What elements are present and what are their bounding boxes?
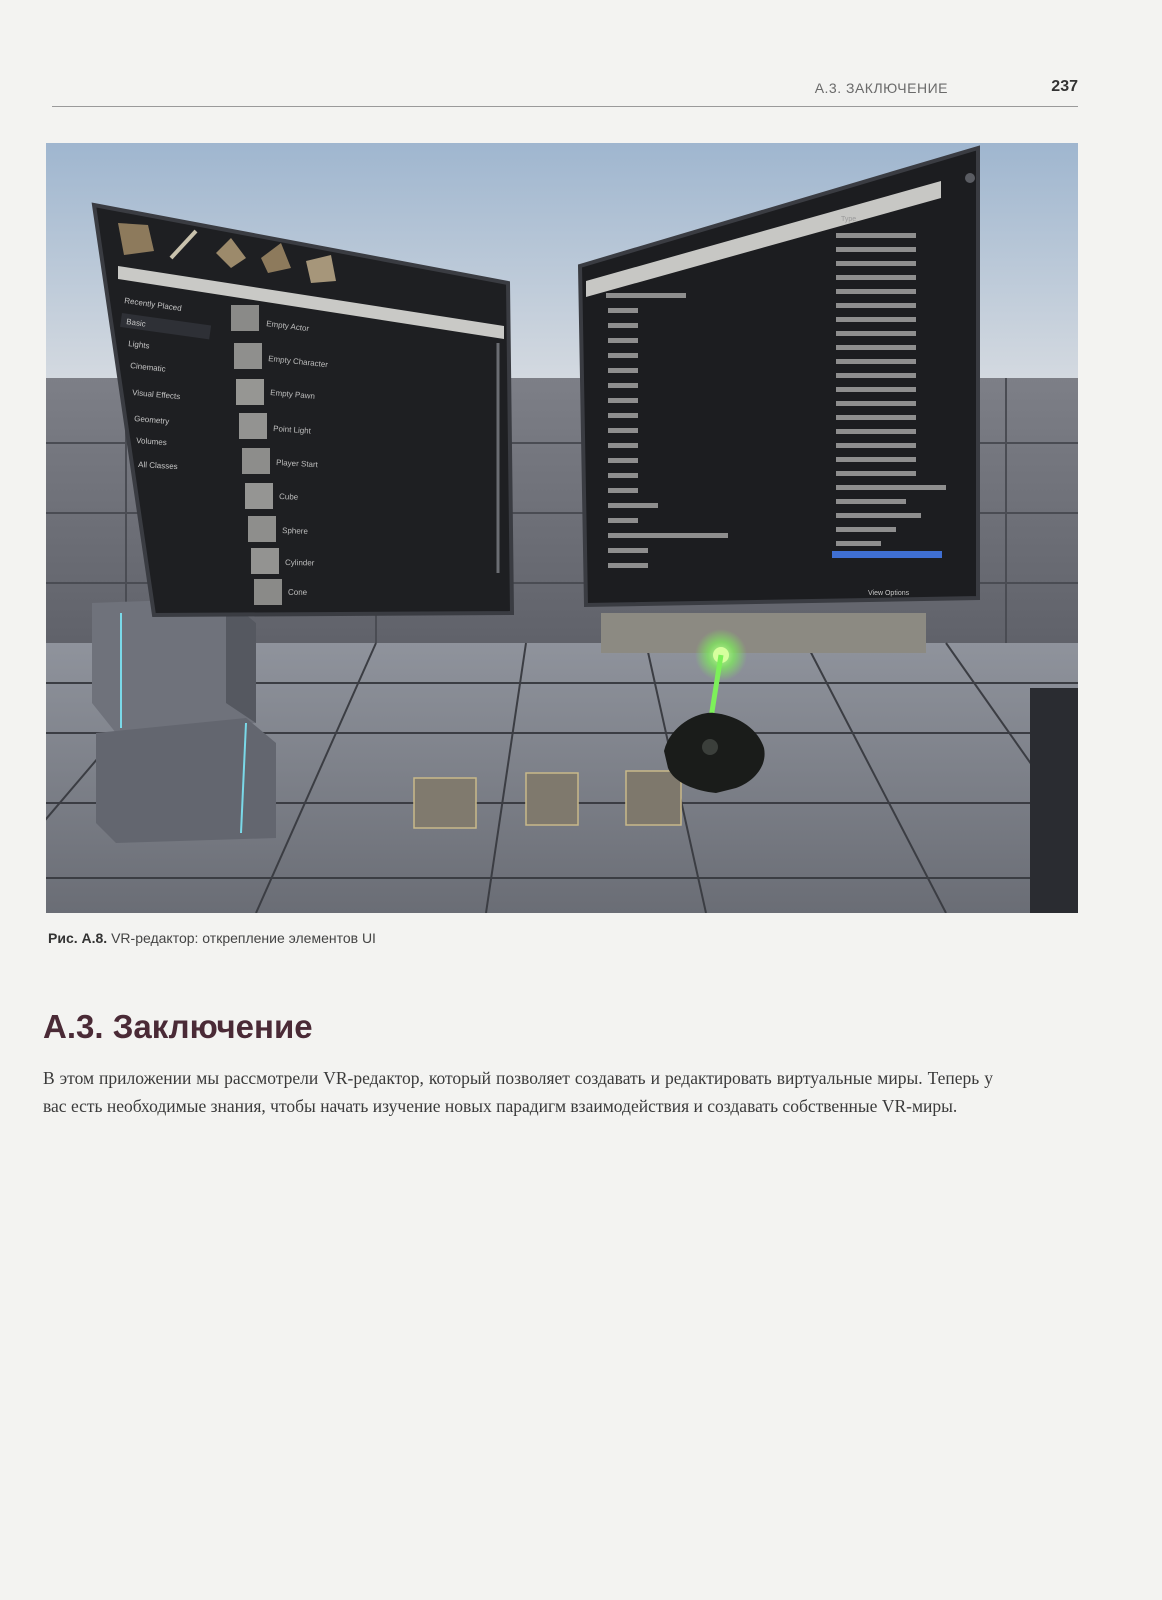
item-thumb [251,548,279,574]
floor-boxes [414,771,681,828]
item-cone[interactable]: Cone [288,588,308,597]
item-thumb [248,516,276,542]
item-thumb [239,413,267,439]
item-empty-pawn[interactable]: Empty Pawn [269,388,316,401]
item-empty-actor[interactable]: Empty Actor [265,319,310,334]
pillar [1030,688,1078,913]
back-block [601,613,926,653]
type-column-header: Type [841,216,857,223]
figure-caption [48,930,376,946]
item-thumb [236,379,264,405]
running-head [52,74,1078,107]
figure-vr-editor [46,143,1078,913]
caption-label: Рис. А.8. [48,930,108,946]
item-player-start[interactable]: Player Start [275,458,319,470]
section-heading: А.3. Заключение [43,1008,313,1045]
item-cylinder[interactable]: Cylinder [284,558,315,568]
place-mode-icon[interactable] [118,223,154,255]
item-thumb [234,343,262,369]
running-head-title: А.3. ЗАКЛЮЧЕНИЕ [814,80,948,96]
category-geometry[interactable]: Geometry [133,414,170,427]
stacked-cubes [92,598,276,843]
section-paragraph: В этом приложении мы рассмотрели VR-редактор, который позволяет создавать и редактировать виртуальные миры. Теперь у вас есть необходимые знания, чтобы начать изучение новых парадигм взаимодействия и создавать собственные VR-миры. [43,1068,993,1116]
item-thumb [242,448,270,474]
item-sphere[interactable]: Sphere [281,526,309,536]
category-visual-effects[interactable]: Visual Effects [131,388,181,402]
caption-text: VR-редактор: открепление элементов UI [111,930,376,946]
selected-row[interactable] [832,551,942,558]
vr-scene [46,143,1078,913]
category-volumes[interactable]: Volumes [135,436,168,448]
item-thumb [231,305,259,331]
category-all-classes[interactable]: All Classes [137,460,178,472]
category-cinematic[interactable]: Cinematic [129,361,167,374]
item-cube[interactable]: Cube [278,492,299,502]
page-number: 237 [1051,78,1078,95]
item-thumb [245,483,273,509]
category-recently-placed[interactable]: Recently Placed [123,296,183,314]
view-options-button[interactable]: View Options [868,590,910,597]
close-panel-icon[interactable] [965,173,975,183]
category-lights[interactable]: Lights [127,339,151,351]
item-empty-character[interactable]: Empty Character [267,354,329,370]
category-basic[interactable]: Basic [125,317,147,329]
item-thumb [254,579,282,605]
item-point-light[interactable]: Point Light [272,424,312,436]
